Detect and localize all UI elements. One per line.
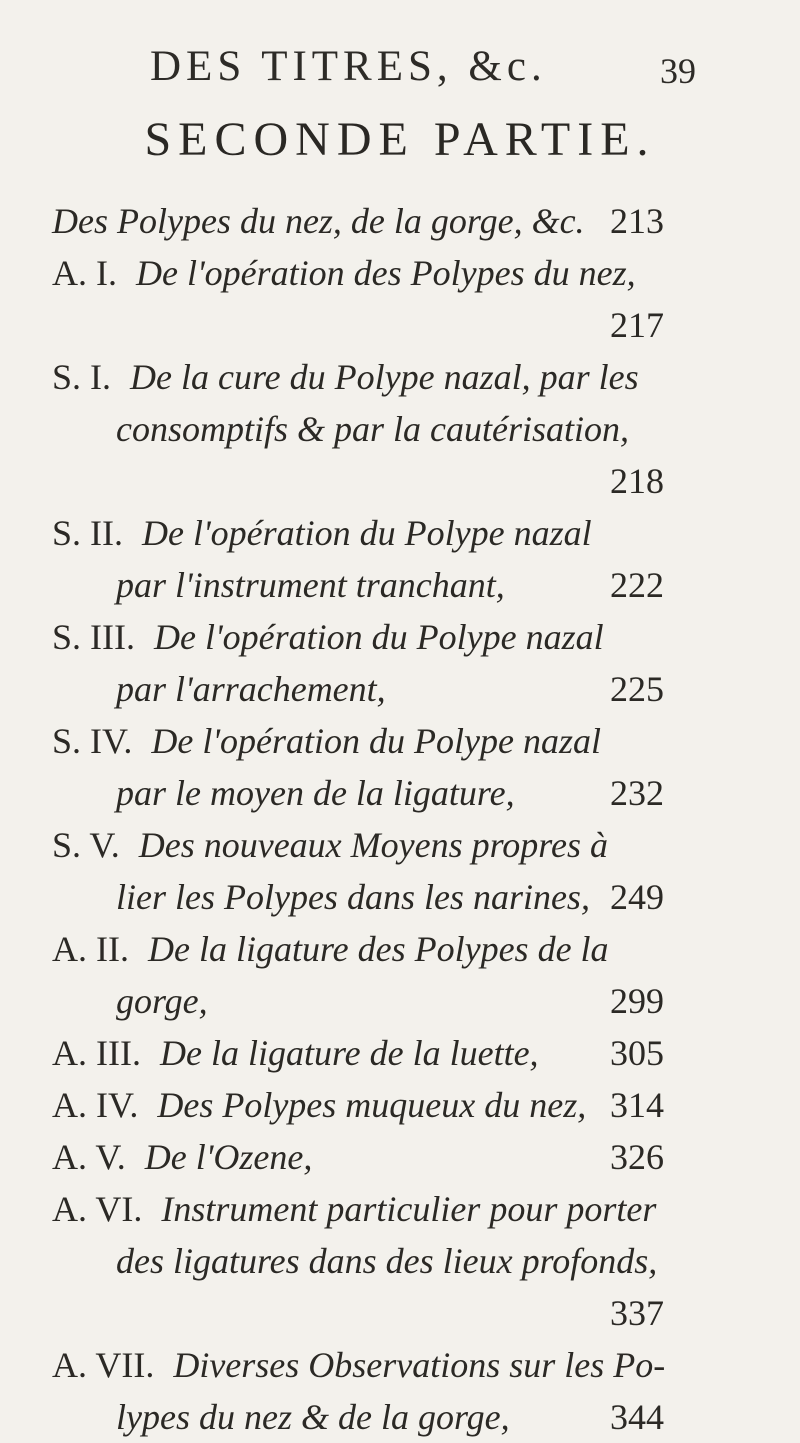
entry-page: 225 <box>610 669 664 709</box>
toc-entry <box>52 819 664 923</box>
toc-entry-line <box>52 1183 664 1235</box>
entry-page: 213 <box>610 201 664 241</box>
entry-page: 305 <box>610 1033 664 1073</box>
entry-page: 222 <box>610 565 664 605</box>
entry-title: De l'opération du Polype nazal <box>151 721 602 761</box>
entry-title: De l'Ozene, <box>144 1137 313 1177</box>
entry-title: De l'opération du Polype nazal <box>142 513 592 553</box>
entry-mark: S. I. <box>52 357 112 397</box>
toc-entry-line <box>52 1027 664 1079</box>
entry-title-cont: par le moyen de la ligature, <box>116 773 515 813</box>
toc-entry-line <box>52 767 664 819</box>
toc-entry-line <box>52 1079 664 1131</box>
entry-mark: S. II. <box>52 513 123 553</box>
toc-entry-line <box>52 1235 664 1287</box>
toc-entry-line <box>52 611 664 663</box>
entry-title-cont: gorge, <box>116 981 208 1021</box>
toc-entry <box>52 247 664 351</box>
toc-entry <box>52 1079 664 1131</box>
entry-page: 299 <box>610 981 664 1021</box>
entry-mark: A. I. <box>52 253 117 293</box>
entry-title: De la cure du Polype nazal, par les <box>130 357 639 397</box>
toc-entry-line <box>52 1131 664 1183</box>
toc-entry-line <box>52 195 664 247</box>
toc-entry-line <box>52 871 664 923</box>
entry-title-cont: par l'instrument tranchant, <box>116 565 505 605</box>
running-head <box>0 42 800 92</box>
entry-title-cont: lypes du nez & de la gorge, <box>116 1397 510 1437</box>
toc-entry <box>52 1131 664 1183</box>
toc-entry <box>52 195 664 247</box>
entry-page: 326 <box>610 1137 664 1177</box>
toc-entry-line <box>52 351 664 403</box>
toc-entry-line <box>52 403 664 455</box>
entry-mark: S. III. <box>52 617 135 657</box>
toc-entry-line <box>52 819 664 871</box>
entry-mark: A. V. <box>52 1137 126 1177</box>
entry-title: De l'opération du Polype nazal <box>154 617 604 657</box>
toc-entry-line <box>52 975 664 1027</box>
entry-title-cont: lier les Polypes dans les narines, <box>116 877 590 917</box>
entry-mark: S. V. <box>52 825 120 865</box>
entry-page: 217 <box>610 305 664 345</box>
entry-title: Des nouveaux Moyens propres à <box>138 825 608 865</box>
toc-entry <box>52 351 664 507</box>
toc-entry-line <box>52 715 664 767</box>
entry-page: 218 <box>610 461 664 501</box>
entry-title-cont: des ligatures dans des lieux profonds, <box>116 1241 658 1281</box>
toc-entry-line <box>52 663 664 715</box>
toc-entry-line <box>52 559 664 611</box>
entry-page: 314 <box>610 1085 664 1125</box>
entry-title: De la ligature de la luette, <box>159 1033 539 1073</box>
toc-entry-line <box>52 507 664 559</box>
toc-entry <box>52 923 664 1027</box>
toc-entry-line <box>52 1339 664 1391</box>
toc-entry <box>52 611 664 715</box>
entry-mark: A. II. <box>52 929 129 969</box>
entry-page: 337 <box>610 1293 664 1333</box>
section-heading: SECONDE PARTIE. <box>144 113 656 166</box>
entry-mark: A. VII. <box>52 1345 155 1385</box>
toc-entry-line <box>52 1391 664 1443</box>
toc-entry-line <box>52 247 664 299</box>
entry-title: Instrument particulier pour porter <box>161 1189 657 1229</box>
entry-page: 249 <box>610 877 664 917</box>
toc-entry-line <box>52 923 664 975</box>
entry-title: Diverses Observations sur les Po- <box>173 1345 666 1385</box>
toc-entry <box>52 715 664 819</box>
table-of-contents <box>52 195 664 1443</box>
entry-title-cont: par l'arrachement, <box>116 669 386 709</box>
entry-mark: A. III. <box>52 1033 141 1073</box>
toc-entry <box>52 1183 664 1339</box>
entry-page: 344 <box>610 1397 664 1437</box>
toc-entry <box>52 1339 664 1443</box>
entry-page: 232 <box>610 773 664 813</box>
entry-title: De la ligature des Polypes de la <box>147 929 609 969</box>
entry-title-cont: consomptifs & par la cautérisation, <box>116 409 629 449</box>
entry-mark: A. VI. <box>52 1189 143 1229</box>
entry-mark: A. IV. <box>52 1085 139 1125</box>
entry-mark: S. IV. <box>52 721 133 761</box>
running-title: DES TITRES, &c. <box>150 43 547 90</box>
entry-title: De l'opération des Polypes du nez, <box>136 253 636 293</box>
toc-entry <box>52 1027 664 1079</box>
entry-title: Des Polypes muqueux du nez, <box>157 1085 587 1125</box>
page-number: 39 <box>660 51 696 91</box>
entry-title: Des Polypes du nez, de la gorge, &c. <box>52 201 585 241</box>
toc-entry <box>52 507 664 611</box>
